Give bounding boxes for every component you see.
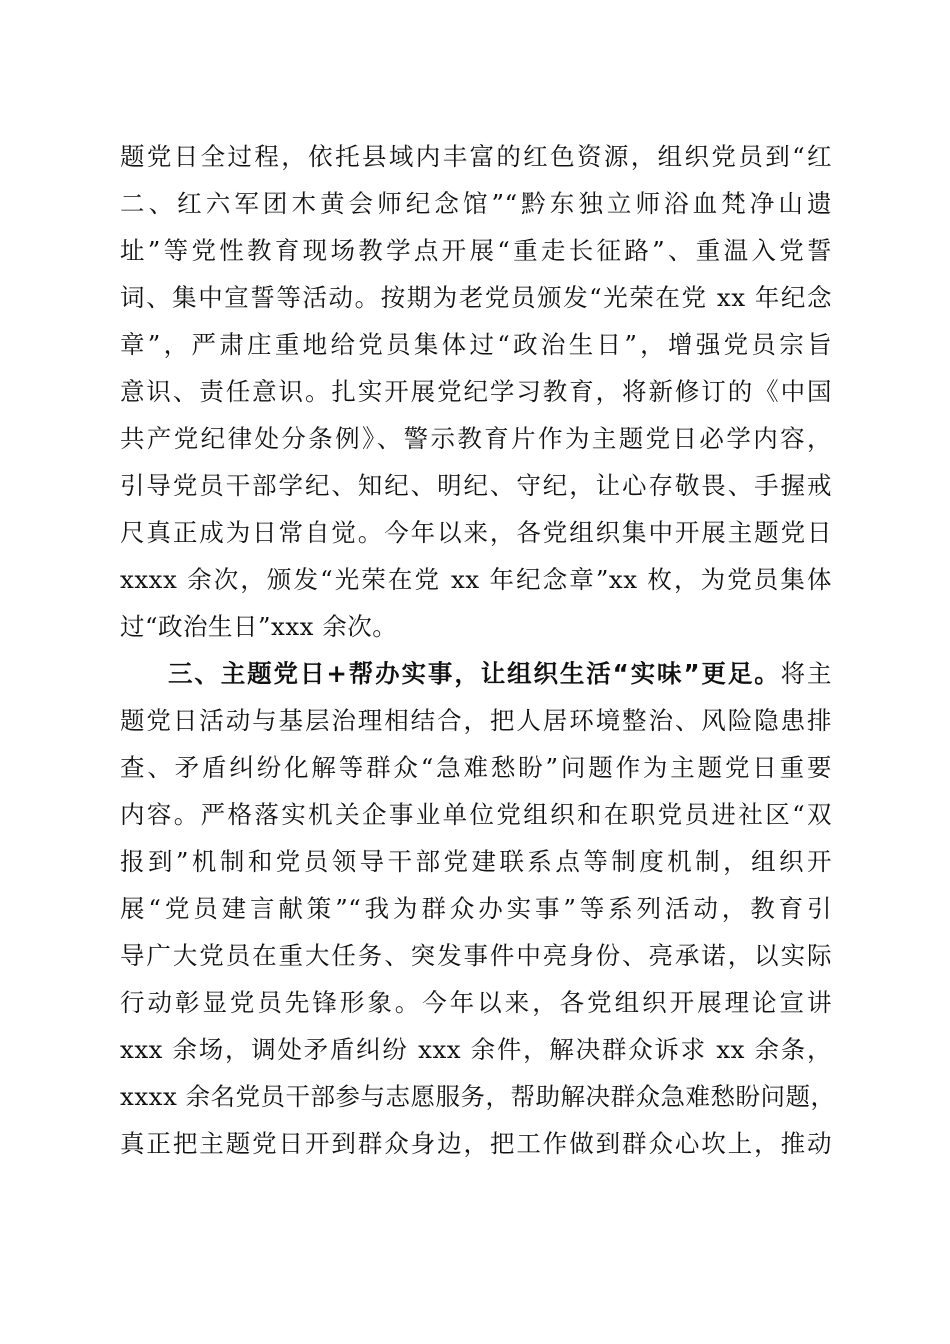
paragraph-line: 题党日活动与基层治理相结合，把人居环境整治、风险隐患排: [120, 706, 832, 735]
paragraph-line: 行动彰显党员先锋形象。今年以来，各党组织开展理论宣讲: [120, 988, 832, 1017]
paragraph-line: 二、红六军团木黄会师纪念馆”“黔东独立师浴血梵净山遗: [120, 189, 832, 218]
section-heading-line: [168, 654, 832, 694]
paragraph-line: 题党日全过程，依托县域内丰富的红色资源，组织党员到“红: [120, 142, 832, 171]
paragraph-line: xxxx 余次，颁发“光荣在党 xx 年纪念章”xx 枚，为党员集体: [120, 565, 832, 594]
paragraph-line: xxx 余场，调处矛盾纠纷 xxx 余件，解决群众诉求 xx 余条，: [120, 1035, 832, 1064]
paragraph-line: 内容。严格落实机关企事业单位党组织和在职党员进社区“双: [120, 800, 832, 829]
paragraph-line: 意识、责任意识。扎实开展党纪学习教育，将新修订的《中国: [120, 377, 832, 406]
paragraph-line: 尺真正成为日常自觉。今年以来，各党组织集中开展主题党日: [120, 518, 832, 547]
section-heading: 三、主题党日+帮办实事，让组织生活“实味”更足。: [168, 659, 781, 688]
paragraph-line: 过“政治生日”xxx 余次。: [120, 612, 398, 641]
paragraph-line: xxxx 余名党员干部参与志愿服务，帮助解决群众急难愁盼问题，: [120, 1082, 836, 1111]
paragraph-line: 共产党纪律处分条例》、警示教育片作为主题党日必学内容，: [120, 424, 832, 453]
paragraph-line: 真正把主题党日开到群众身边，把工作做到群众心坎上，推动: [120, 1129, 832, 1158]
paragraph-line: 址”等党性教育现场教学点开展“重走长征路”、重温入党誓: [120, 236, 832, 265]
paragraph-line: 查、矛盾纠纷化解等群众“急难愁盼”问题作为主题党日重要: [120, 753, 832, 782]
paragraph-line: 展“党员建言献策”“我为群众办实事”等系列活动，教育引: [120, 894, 832, 923]
paragraph-line: 导广大党员在重大任务、突发事件中亮身份、亮承诺，以实际: [120, 941, 832, 970]
section-text: 将主: [780, 659, 832, 688]
paragraph-line: 引导党员干部学纪、知纪、明纪、守纪，让心存敬畏、手握戒: [120, 471, 832, 500]
paragraph-line: 词、集中宣誓等活动。按期为老党员颁发“光荣在党 xx 年纪念: [120, 283, 832, 312]
paragraph-line: 章”，严肃庄重地给党员集体过“政治生日”，增强党员宗旨: [120, 330, 832, 359]
paragraph-line: 报到”机制和党员领导干部党建联系点等制度机制，组织开: [120, 847, 832, 876]
